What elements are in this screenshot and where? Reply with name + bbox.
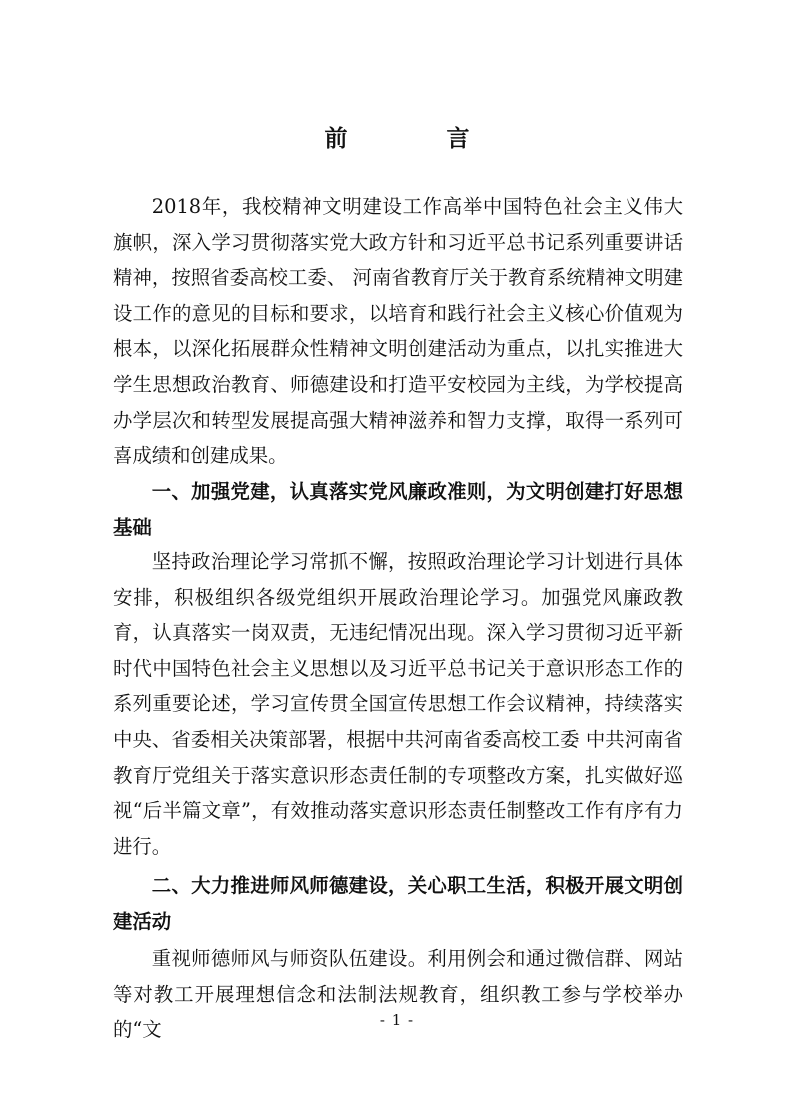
section-paragraph-1: 坚持政治理论学习常抓不懈，按照政治理论学习计划进行具体安排，积极组织各级党组织开展政治理论学习。加强党风廉政教育，认真落实一岗双责，无违纪情况出现。深入学习贯彻习近平新时代中国特色社会主义思想以及习近平总书记关于意识形态工作的系列重要论述，学习宣传贯全国宣传思想工作会议精神，持续落实中央、省委相关决策部署，根据中共河南省委高校工委 中共河南省教育厅党组关于落实意识形态责任制的专项整改方案，扎实做好巡视“后半篇文章”，有效推动落实意识形态责任制整改工作有序有力进行。: [113, 550, 683, 858]
section-heading-2: 二、大力推进师风师德建设，关心职工生活，积极开展文明创建活动: [113, 874, 683, 933]
page-title: 前 言: [324, 126, 508, 152]
section-paragraph-2: 重视师德师风与师资队伍建设。利用例会和通过微信群、网站等对教工开展理想信念和法制法规教育，组织教工参与学校举办的“文: [113, 947, 683, 1042]
intro-paragraph: 2018年，我校精神文明建设工作高举中国特色社会主义伟大旗帜，深入学习贯彻落实党大政方针和习近平总书记系列重要讲话精神，按照省委高校工委、 河南省教育厅关于教育系统精神文明建设工作的意见的目标和要求，以培育和践行社会主义核心价值观为根本，以深化拓展群众性精神文明创建活动为重点，以扎实推进大学生思想政治教育、师德建设和打造平安校园为主线，为学校提高办学层次和转型发展提高强大精神滋养和智力支撑，取得一系列可喜成绩和创建成果。: [113, 195, 683, 468]
page-number: - 1 -: [379, 1011, 415, 1029]
section-heading-1: 一、加强党建，认真落实党风廉政准则，为文明创建打好思想基础: [113, 480, 683, 539]
